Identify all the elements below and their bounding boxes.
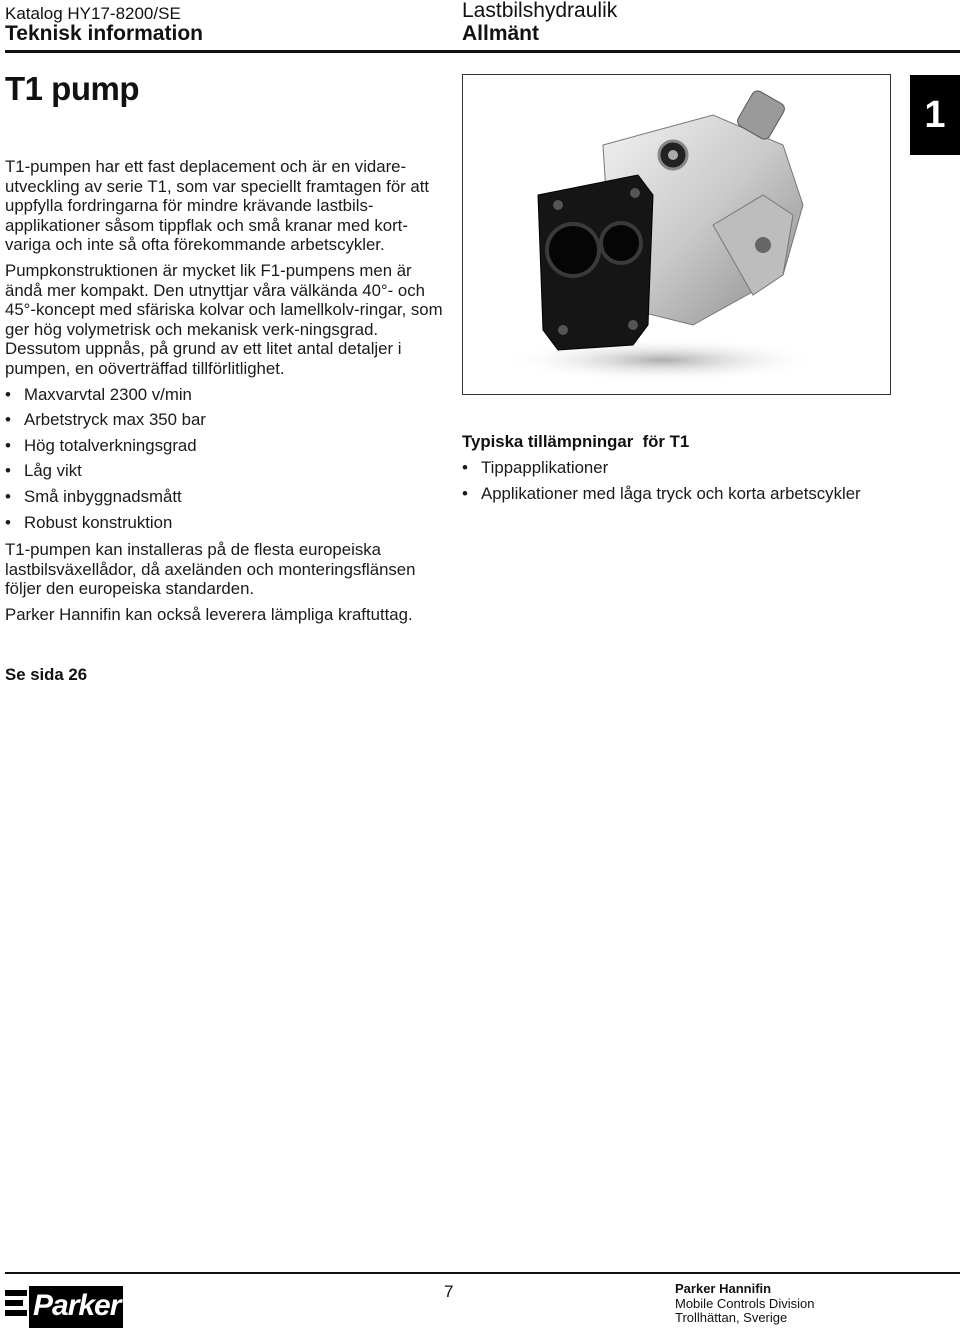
division-name: Mobile Controls Division: [675, 1295, 815, 1311]
parker-logo-text: Parker: [33, 1289, 121, 1322]
pump-illustration: [463, 75, 889, 393]
application-item: • Applikationer med låga tryck och korta arbetscykler: [462, 484, 942, 504]
feature-item: • Små inbyggnadsmått: [5, 487, 445, 507]
left-column: [5, 157, 445, 630]
pump-photo-frame: [462, 74, 891, 395]
feature-item: • Arbetstryck max 350 bar: [5, 410, 445, 430]
location-name: Trollhättan, Sverige: [675, 1310, 788, 1325]
subcategory-title: Allmänt: [462, 22, 540, 45]
section-title: Teknisk information: [5, 22, 203, 45]
company-name: Parker Hannifin: [675, 1281, 772, 1296]
closing-paragraph-2: Parker Hannifin kan också leverera lämpliga kraftuttag.: [5, 604, 413, 624]
parker-logo: [5, 1284, 123, 1330]
application-item: • Tippapplikationer: [462, 458, 942, 478]
footer-address: [675, 1282, 814, 1326]
feature-list: [5, 385, 445, 533]
header-rule: [5, 50, 960, 53]
closing-paragraph-1: T1-pumpen kan installeras på de flesta europeiska lastbilsväxellådor, då axeländen och monteringsflänsen följer den europeiska standarden.: [5, 540, 416, 599]
feature-item: • Hög totalverkningsgrad: [5, 436, 445, 456]
category-title: Lastbilshydraulik: [462, 0, 618, 22]
feature-item: • Maxvarvtal 2300 v/min: [5, 385, 445, 405]
see-page-reference: Se sida 26: [5, 665, 88, 684]
section-tab: 1: [910, 75, 960, 155]
page-number: 7: [444, 1282, 454, 1301]
intro-paragraph-1: T1-pumpen har ett fast deplacement och är en vidare-utveckling av serie T1, som var speciellt framtagen för att uppfylla fordringarna för mindre krävande lastbils-applikationer såsom tippflak och små kranar med kort-variga och inte så ofta förekommande arbetscykler.: [5, 157, 430, 255]
page-title: T1 pump: [5, 70, 139, 107]
applications-list: [462, 458, 942, 509]
intro-paragraph-2: Pumpkonstruktionen är mycket lik F1-pumpens men är ändå mer kompakt. Den utnyttjar våra välkända 40°- och 45°-koncept med sfäriska kolvar och lamellkolv-ringar, som ger hög volymetrisk och mekanisk verk-ningsgrad. Dessutom uppnås, på grund av ett litet antal detaljer i pumpen, en oöverträffad tillförlitlighet.: [5, 260, 443, 378]
applications-heading: Typiska tillämpningar för T1: [462, 432, 690, 451]
feature-item: • Robust konstruktion: [5, 513, 445, 533]
footer-rule: [5, 1272, 960, 1274]
feature-item: • Låg vikt: [5, 461, 445, 481]
catalog-number: Katalog HY17-8200/SE: [5, 4, 181, 23]
